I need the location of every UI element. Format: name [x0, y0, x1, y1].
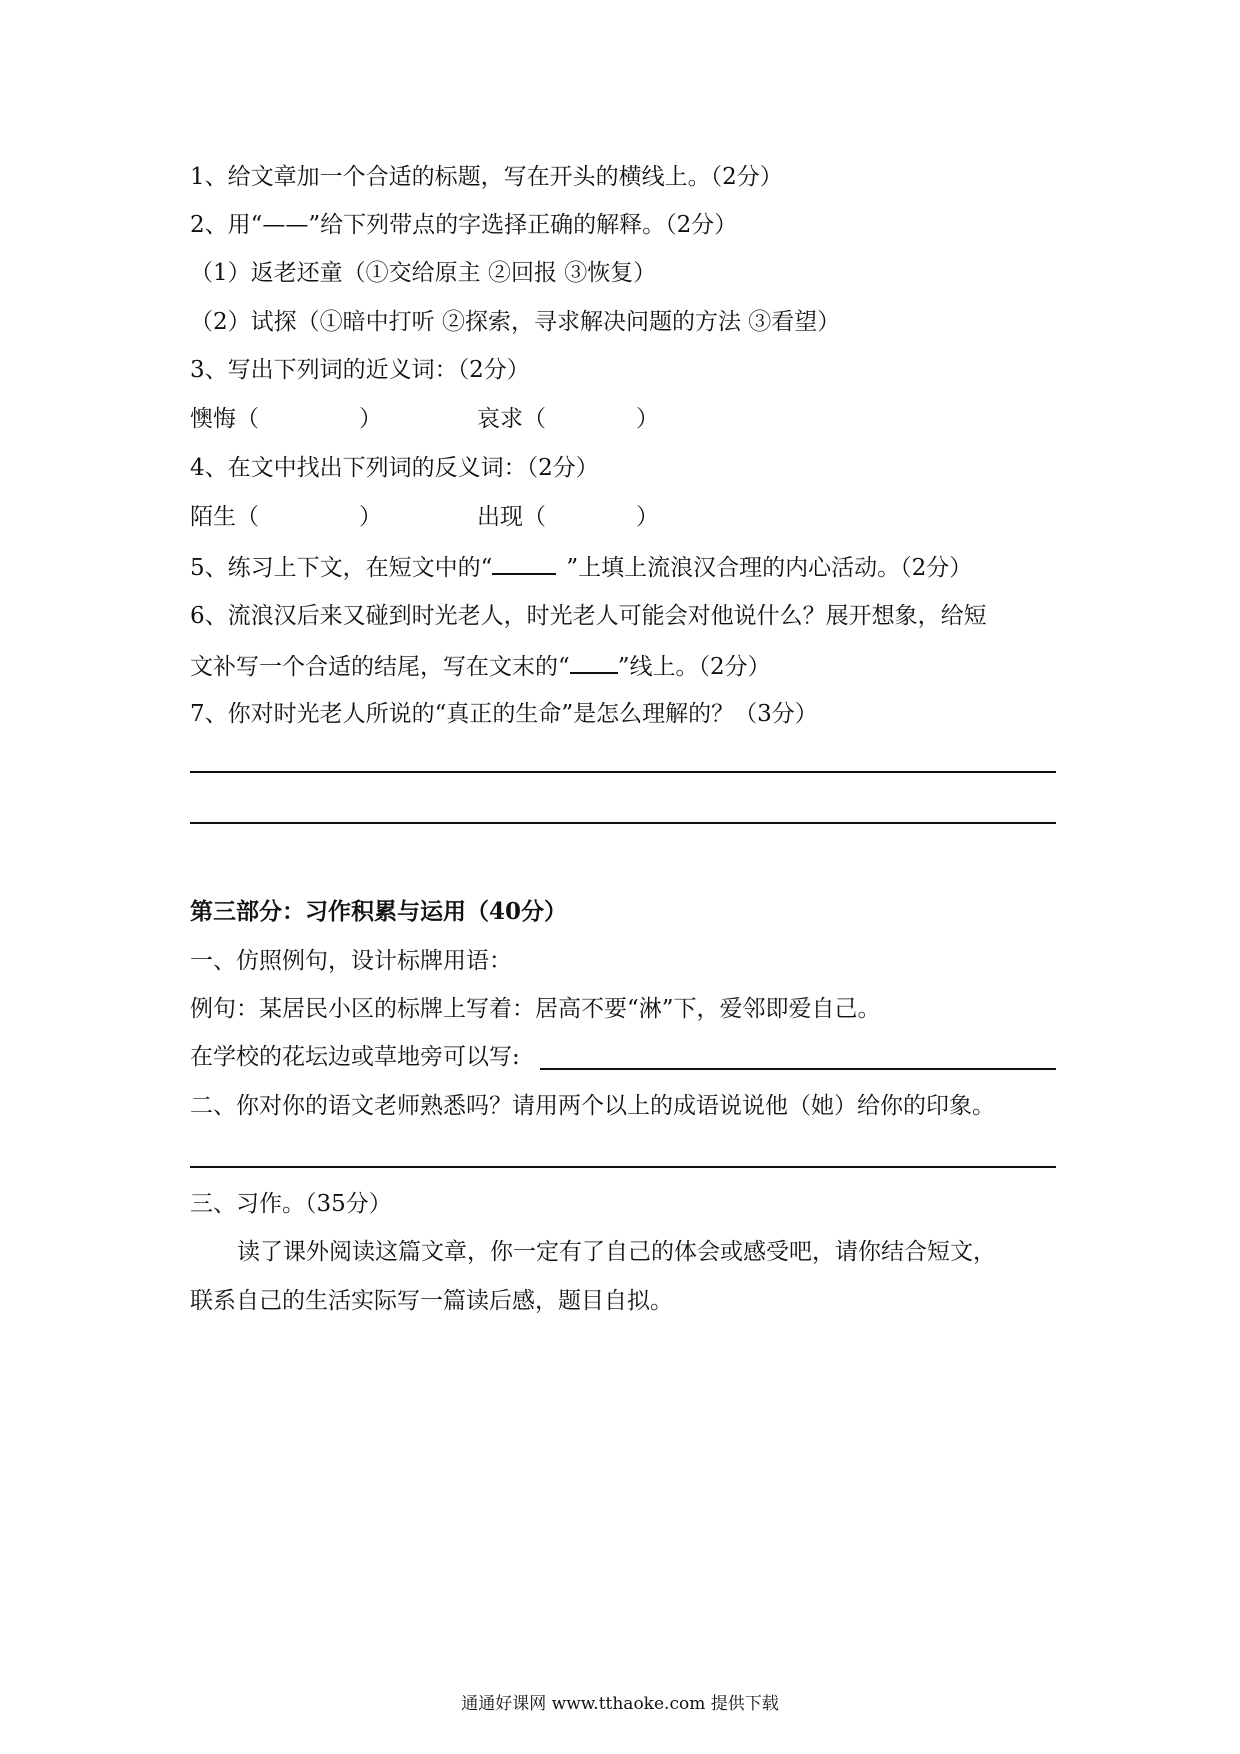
part3-s3-line1: 读了课外阅读这篇文章，你一定有了自己的体会或感受吧，请你结合短文， — [237, 1239, 996, 1265]
q7-answer-rule-2[interactable] — [190, 822, 1056, 824]
q4-word2: 出现（ — [477, 504, 546, 530]
q4-close2: ） — [636, 504, 659, 530]
q2-item2: （2）试探（①暗中打听 ②探索，寻求解决问题的方法 ③看望） — [190, 309, 841, 335]
q3-words — [190, 404, 659, 434]
part3-s3: 三、习作。（35分） — [190, 1191, 392, 1217]
q5-line: 5、练习上下文，在短文中的“ ”上填上流浪汉合理的内心活动。（2分） — [190, 551, 972, 583]
q5-blank[interactable] — [492, 551, 556, 575]
q4-close1: ） — [359, 504, 382, 530]
part3-s1: 一、仿照例句，设计标牌用语： — [190, 948, 512, 974]
part3-s2: 二、你对你的语文老师熟悉吗？请用两个以上的成语说说他（她）给你的印象。 — [190, 1093, 995, 1119]
q1-line: 1、给文章加一个合适的标题，写在开头的横线上。（2分） — [190, 164, 783, 190]
q4-line: 4、在文中找出下列词的反义词：（2分） — [190, 455, 599, 481]
q3-close2: ） — [636, 406, 659, 432]
q2-item1: （1）返老还童（①交给原主 ②回报 ③恢复） — [190, 260, 657, 286]
part3-s1-example: 例句：某居民小区的标牌上写着：居高不要“淋”下，爱邻即爱自己。 — [190, 996, 881, 1022]
q6-blank[interactable] — [570, 650, 618, 674]
q3-close1: ） — [359, 406, 382, 432]
part3-heading: 第三部分：习作积累与运用（40分） — [190, 898, 568, 925]
q7-line: 7、你对时光老人所说的“真正的生命”是怎么理解的？（3分） — [190, 701, 818, 727]
part3-s3-line2: 联系自己的生活实际写一篇读后感，题目自拟。 — [190, 1288, 673, 1314]
q4-words — [190, 502, 659, 532]
part3-s1-answer-rule[interactable] — [540, 1068, 1056, 1070]
q6-line2: 文补写一个合适的结尾，写在文末的“ ”线上。（2分） — [190, 650, 771, 682]
q3-line: 3、写出下列词的近义词：（2分） — [190, 357, 530, 383]
q2-line: 2、用“——”给下列带点的字选择正确的解释。（2分） — [190, 212, 738, 238]
q3-word2: 哀求（ — [477, 406, 546, 432]
q6-line1: 6、流浪汉后来又碰到时光老人，时光老人可能会对他说什么？展开想象，给短 — [190, 603, 987, 629]
q4-word1: 陌生（ — [190, 504, 259, 530]
part3-s1-prompt: 在学校的花坛边或草地旁可以写: — [190, 1044, 520, 1070]
part3-s2-answer-rule[interactable] — [190, 1166, 1056, 1168]
q7-answer-rule-1[interactable] — [190, 771, 1056, 773]
footer-credit: 通通好课网 www.tthaoke.com 提供下载 — [461, 1694, 779, 1714]
q3-word1: 懊悔（ — [190, 406, 259, 432]
